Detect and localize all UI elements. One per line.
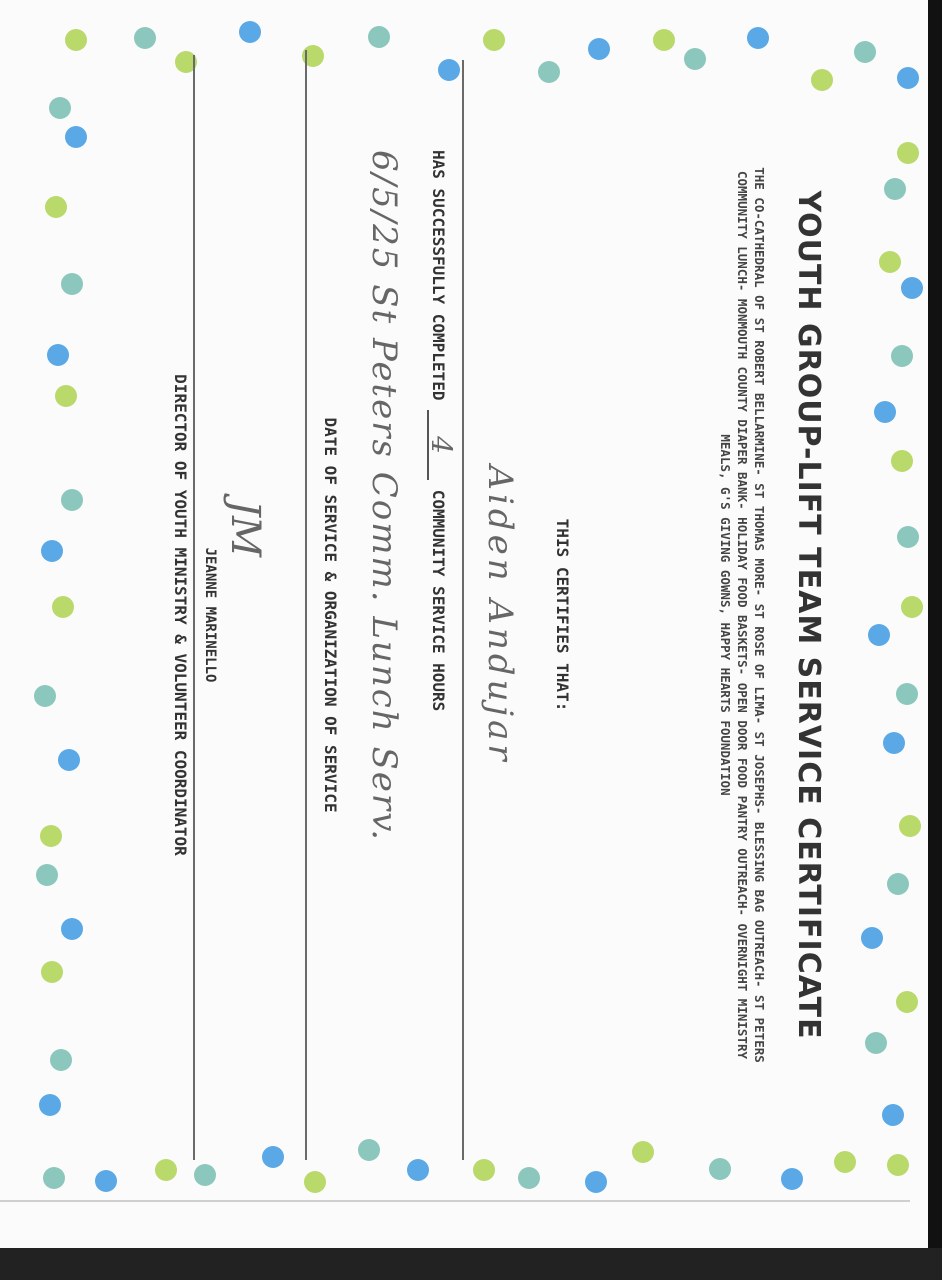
completed-statement [425,150,458,1080]
border-dot [585,1171,607,1193]
border-dot [865,1032,887,1054]
border-dot [155,1159,177,1181]
border-dot [50,1049,72,1071]
border-dot [65,126,87,148]
border-dot [518,1167,540,1189]
signer-title: DIRECTOR OF YOUTH MINISTRY & VOLUNTEER COORDINATOR [171,374,190,856]
completed-prefix: HAS SUCCESSFULLY COMPLETED [429,150,448,401]
border-dot [781,1168,803,1190]
signature-handwritten: JM [222,500,268,557]
border-dot [407,1159,429,1181]
border-dot [709,1158,731,1180]
border-dot [588,38,610,60]
border-dot [49,97,71,119]
border-dot [884,178,906,200]
border-dot [747,27,769,49]
border-dot [239,21,261,43]
date-org-handwritten: 6/5/25 St Peters Comm. Lunch Serv. [364,150,404,843]
border-dot [897,142,919,164]
signer-name: JEANNE MARINELLO [202,547,218,683]
border-dot [304,1171,326,1193]
border-dot [684,48,706,70]
border-dot [834,1151,856,1173]
border-dot [854,41,876,63]
border-dot [882,1104,904,1126]
completed-suffix: COMMUNITY SERVICE HOURS [429,489,448,712]
border-dot [194,1164,216,1186]
border-dot [897,67,919,89]
border-dot [438,59,460,81]
border-dot [39,1094,61,1116]
border-dot [368,26,390,48]
scan-edge [0,1200,910,1202]
hours-blank [425,410,458,480]
border-dot [65,29,87,51]
border-dot [95,1170,117,1192]
scan-shadow-bottom [0,1248,942,1280]
hours-handwritten: 4 [425,436,458,454]
certificate-title: YOUTH GROUP-LIFT TEAM SERVICE CERTIFICATE [791,190,826,1040]
recipient-name-handwritten: Aiden Andujar [480,465,520,765]
border-dot [887,1154,909,1176]
organizations-list: THE CO-CATHEDRAL OF ST ROBERT BELLARMINE- ST THOMAS MORE- ST ROSE OF LIMA- ST JOSEPHS- BLESSING BAG OUTREACH- ST PETERS COMMUNITY LUNCH- MONMOUTH COUNTY DIAPER BANK- HOLIDAY FOOD BASKETS- OPEN DOOR FOOD PANTRY OUTREACH- OVERNIGHT MINISTRY MEALS, G'S GIVING GOWNS, HAPPY HEARTS FOUNDATION [718,167,767,1063]
border-dot [473,1159,495,1181]
date-org-label: DATE OF SERVICE & ORGANIZATION OF SERVICE [321,417,340,813]
border-dot [45,196,67,218]
certificate [0,150,942,1063]
border-dot [43,1167,65,1189]
border-dot [653,29,675,51]
border-dot [483,29,505,51]
border-dot [134,27,156,49]
certifies-label: THIS CERTIFIES THAT: [553,518,572,712]
